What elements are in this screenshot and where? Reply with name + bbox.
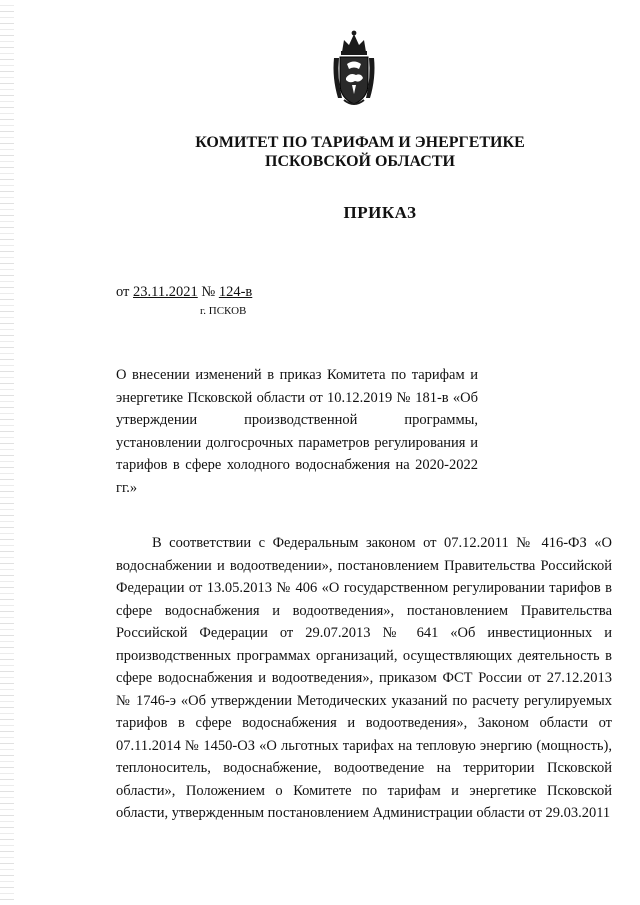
date-number-line xyxy=(116,284,252,301)
city-label: г. ПСКОВ xyxy=(200,305,247,317)
organization-name xyxy=(190,133,530,171)
number-prefix: № xyxy=(201,284,216,300)
organization-name-line1: КОМИТЕТ ПО ТАРИФАМ И ЭНЕРГЕТИКЕ xyxy=(195,134,525,151)
scan-edge xyxy=(0,0,14,905)
organization-name-line2: ПСКОВСКОЙ ОБЛАСТИ xyxy=(265,153,455,170)
document-date: 23.11.2021 xyxy=(133,284,198,300)
coat-of-arms-icon xyxy=(330,28,378,108)
date-prefix: от xyxy=(116,284,130,300)
document-title: ПРИКАЗ xyxy=(343,203,417,222)
document-body-paragraph: В соответствии с Федеральным законом от 07.12.2011 № 416-ФЗ «О водоснабжении и водоотведении», постановлением Правительства Российской Федерации от 13.05.2013 № 406 «О государственном регулировании тарифов в сфере водоснабжения и водоотведения», постановлением Правительства Российской Федерации от 29.07.2013 № 641 «Об инвестиционных и производственных программах организаций, осуществляющих деятельность в сфере водоснабжения и водоотведения», приказом ФСТ России от 27.12.2013 № 1746-э «Об утверждении Методических указаний по расчету регулируемых тарифов в сфере водоснабжения и водоотведения», Законом области от 07.11.2014 № 1450-ОЗ «О льготных тарифах на тепловую энергию (мощность), теплоноситель, водоснабжение, водоотведение на территории Псковской области», Положением о Комитете по тарифам и энергетике Псковской области, утвержденным постановлением Администрации области от 29.03.2011 xyxy=(116,535,612,821)
document-subject: О внесении изменений в приказ Комитета по тарифам и энергетике Псковской области от 10.12.2019 № 181-в «Об утверждении производственной программы, установлении долгосрочных параметров регулирования и тарифов в сфере холодного водоснабжения на 2020-2022 гг.» xyxy=(116,367,478,496)
document-number: 124-в xyxy=(218,284,253,300)
